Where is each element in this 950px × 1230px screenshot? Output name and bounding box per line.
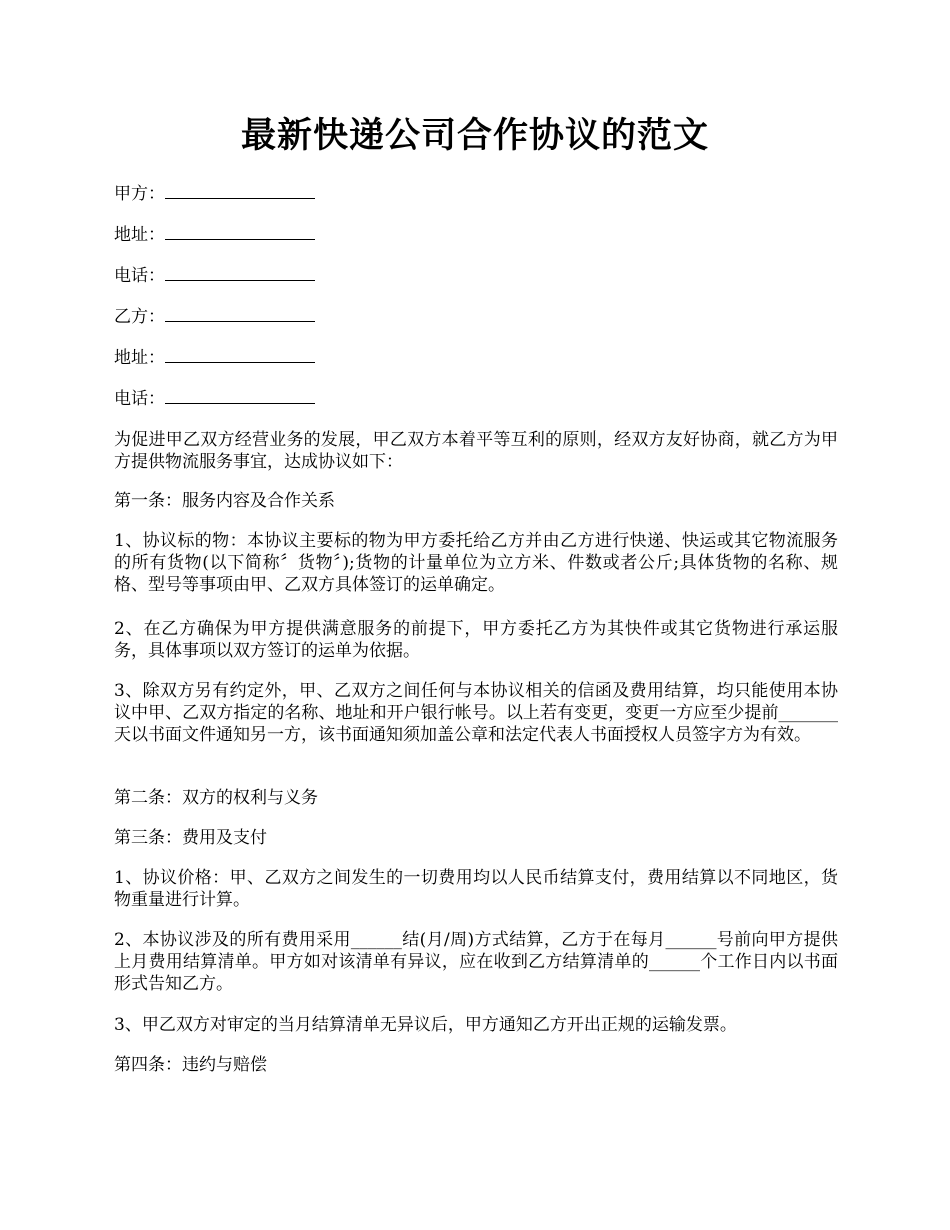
party-a-address-field: [114, 222, 315, 247]
party-a-address-blank: [165, 222, 315, 240]
party-b-phone-label: 电话：: [114, 389, 165, 409]
document-title: 最新快递公司合作协议的范文: [240, 115, 709, 156]
party-b-name-label: 乙方：: [114, 307, 165, 327]
party-b-name-field: [114, 304, 315, 329]
party-b-name-blank: [165, 304, 315, 322]
article-1-item-2: 2、在乙方确保为甲方提供满意服务的前提下，甲方委托乙方为其快件或其它货物进行承运服务，具体事项以双方签订的运单为依据。: [114, 619, 838, 661]
article-1-item-1: 1、协议标的物：本协议主要标的物为甲方委托给乙方并由乙方进行快递、快运或其它物流服务的所有货物(以下简称〞货物〞);货物的计量单位为立方米、件数或者公斤;具体货物的名称、规格、型号等事项由甲、乙双方具体签订的运单确定。: [114, 531, 838, 595]
party-a-phone-field: [114, 263, 315, 288]
article-3-item-2: 2、本协议涉及的所有费用采用______结(月/周)方式结算，乙方于在每月______号前向甲方提供上月费用结算清单。甲方如对该清单有异议，应在收到乙方结算清单的______个工作日内以书面形式告知乙方。: [114, 930, 838, 994]
party-b-phone-blank: [165, 386, 315, 404]
party-b-phone-field: [114, 386, 315, 411]
party-a-phone-blank: [165, 263, 315, 281]
party-a-name-blank: [165, 181, 315, 199]
party-b-address-label: 地址：: [114, 348, 165, 368]
article-1-item-3: 3、除双方另有约定外，甲、乙双方之间任何与本协议相关的信函及费用结算，均只能使用本协议中甲、乙双方指定的名称、地址和开户银行帐号。以上若有变更，变更一方应至少提前_______天以书面文件通知另一方，该书面通知须加盖公章和法定代表人书面授权人员签字方为有效。: [114, 681, 838, 745]
article-3-item-3: 3、甲乙双方对审定的当月结算清单无异议后，甲方通知乙方开出正规的运输发票。: [114, 1015, 737, 1035]
article-4-heading: 第四条：违约与赔偿: [114, 1055, 267, 1075]
party-a-address-label: 地址：: [114, 225, 165, 245]
party-b-address-field: [114, 345, 315, 370]
article-3-item-1: 1、协议价格：甲、乙双方之间发生的一切费用均以人民币结算支付，费用结算以不同地区，货物重量进行计算。: [114, 868, 838, 910]
party-a-name-field: [114, 181, 315, 206]
article-1-heading: 第一条：服务内容及合作关系: [114, 491, 335, 511]
party-a-name-label: 甲方：: [114, 184, 165, 204]
party-b-address-blank: [165, 345, 315, 363]
intro-paragraph: 为促进甲乙双方经营业务的发展，甲乙双方本着平等互利的原则，经双方友好协商，就乙方为甲方提供物流服务事宜，达成协议如下：: [114, 430, 838, 472]
party-a-phone-label: 电话：: [114, 266, 165, 286]
article-3-heading: 第三条：费用及支付: [114, 828, 267, 848]
article-2-heading: 第二条：双方的权利与义务: [114, 788, 318, 808]
